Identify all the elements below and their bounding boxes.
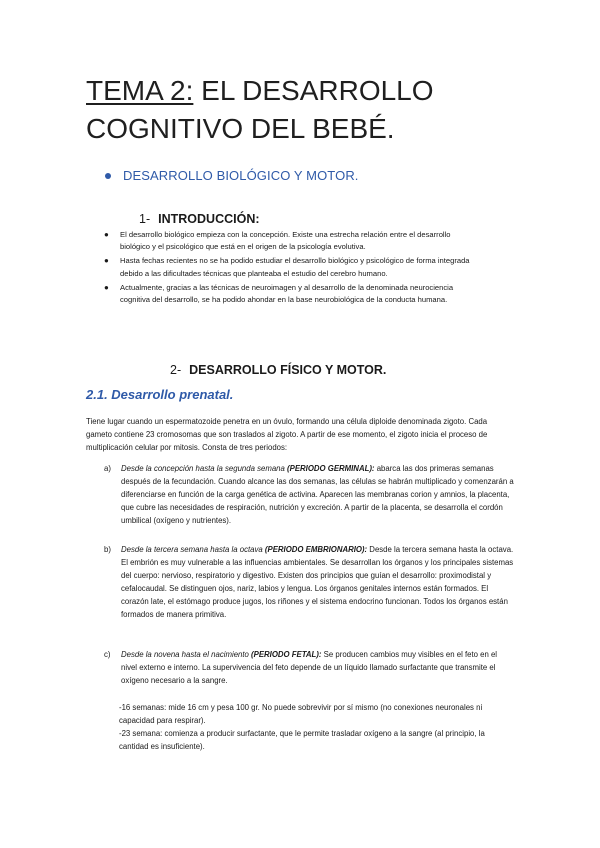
list-item <box>104 229 474 253</box>
intro-heading <box>139 212 260 226</box>
subheading-prenatal: 2.1. Desarrollo prenatal. <box>86 387 234 402</box>
period-item-germinal <box>104 463 514 528</box>
period-bold: (PERIODO EMBRIONARIO): <box>264 545 368 554</box>
bullet-icon: ● <box>104 256 109 266</box>
title-text: EL DESARROLLO COGNITIVO DEL BEBÉ. <box>86 75 434 144</box>
list-item-text: El desarrollo biológico empieza con la concepción. Existe una estrecha relación entre el desarrollo biológico y el psicológico que está en el origen de la psicología evolutiva. <box>120 230 451 252</box>
period-text-block <box>121 463 514 528</box>
period-text: Se producen cambios muy visibles en el feto en el nivel externo e interno. La supervivencia del feto depende de un líquido llamado surfactante que transmite el oxígeno necesario a la sangre. <box>121 650 498 685</box>
bullet-dot-icon <box>105 173 111 179</box>
document-title <box>86 72 556 148</box>
period-text-block <box>121 649 514 688</box>
period-text-block <box>121 544 514 621</box>
period-italic: Desde la novena hasta el nacimiento <box>121 650 249 659</box>
section-heading-text: DESARROLLO BIOLÓGICO Y MOTOR. <box>123 168 359 183</box>
title-prefix: TEMA 2: <box>86 75 194 106</box>
period-label: b) <box>104 545 111 554</box>
bullet-icon: ● <box>104 282 109 292</box>
prenatal-intro-paragraph: Tiene lugar cuando un espermatozoide penetra en un óvulo, formando una célula diploide denominada zigoto. Cada gameto contiene 23 cromosomas que son traslados al zigoto. A partir de ese momento, el zigoto inicia el proceso de multiplicación celular por mitosis. Consta de tres periodos: <box>86 417 488 452</box>
period-item-fetal <box>104 649 514 688</box>
period-bold: (PERIODO GERMINAL): <box>287 464 375 473</box>
intro-bullet-list <box>104 229 474 308</box>
period-item-embrionario <box>104 544 514 621</box>
list-item-text: Actualmente, gracias a las técnicas de neuroimagen y al desarrollo de la denominada neurociencia cognitiva del desarrollo, se ha podido ahondar en la base neurobiológica de la conducta humana. <box>120 282 454 305</box>
week-note: -23 semana: comienza a producir surfactante, que le permite trasladar oxígeno a la sangre (al principio, la cantidad es insuficiente). <box>119 729 485 751</box>
fisico-heading <box>170 363 386 377</box>
period-text: Desde la tercera semana hasta la octava. El embrión es muy vulnerable a las influencias ambientales. Se desarrollan los órganos y los principales sistemas del cuerpo: nervioso, respiratorio y digestivo. Existen dos principios que guían el desarrollo: proximodistal y cefalocaudal. Se distinguen ojos, nariz, labios y lengua. Los órganos genitales internos están formados. El corazón late, el estómago produce jugos, los riñones y el sistema endocrino funcionan. Todos los órganos están formados de manera primitiva. <box>121 545 514 619</box>
period-italic: Desde la tercera semana hasta la octava <box>121 545 263 554</box>
fisico-heading-number: 2- <box>170 363 182 377</box>
period-italic: Desde la concepción hasta la segunda semana <box>121 464 285 473</box>
period-text: abarca las dos primeras semanas después de la fecundación. Cuando alcance las dos semanas, las células se habrán multiplicado y comenzarán a diferenciarse en función de la carga genética de activina. Aparecen las membranas corion y amnios, la placenta, que cubre las necesidades de respiración, nutrición y excreción. A partir de la placenta, se desarrolla el cordón umbilical (oxígeno y nutrientes). <box>121 464 514 525</box>
period-bold: (PERIODO FETAL): <box>251 650 322 659</box>
bullet-icon: ● <box>104 230 109 239</box>
list-item <box>104 282 474 306</box>
intro-heading-number: 1- <box>139 212 151 226</box>
list-item <box>104 255 474 279</box>
weeks-notes <box>119 701 514 753</box>
period-label: a) <box>104 464 111 473</box>
week-note: -16 semanas: mide 16 cm y pesa 100 gr. No puede sobrevivir por sí mismo (no conexiones neuronales ni capacidad para respirar). <box>119 703 483 725</box>
list-item-text: Hasta fechas recientes no se ha podido estudiar el desarrollo biológico y psicológico de forma integrada debido a las dificultades técnicas que planteaba el estudio del cerebro humano. <box>120 256 470 278</box>
period-label: c) <box>104 650 111 659</box>
fisico-heading-text: DESARROLLO FÍSICO Y MOTOR. <box>189 363 387 377</box>
section-heading <box>105 168 359 183</box>
intro-heading-text: INTRODUCCIÓN: <box>158 212 260 226</box>
